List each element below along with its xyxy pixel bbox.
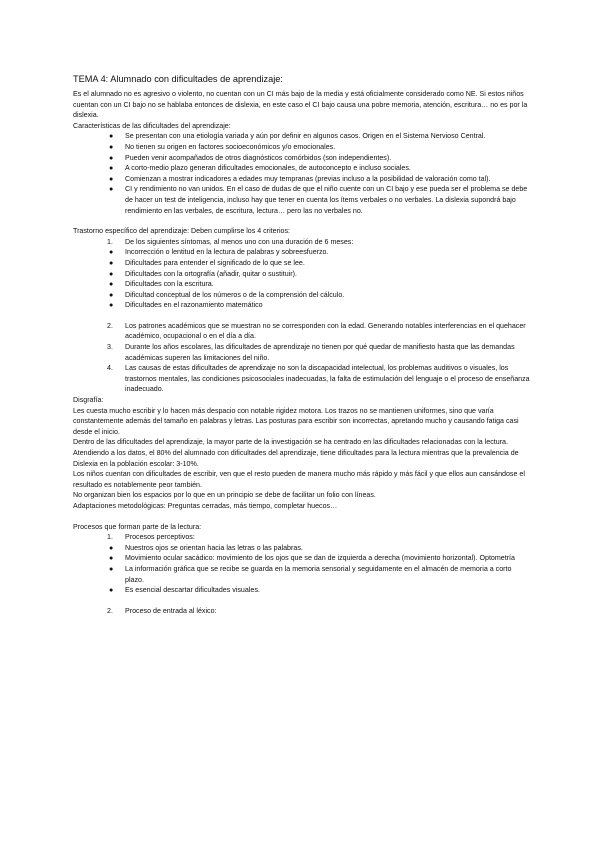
disgrafia-paragraph: Los niños cuentan con dificultades de escribir, ven que el resto pueden de manera mucho más rápido y más fácil y que ellos aun cansándose el resultado es notablemente peor también. xyxy=(73,470,525,489)
bullet-icon: ● xyxy=(109,164,114,173)
list-item: ● Movimiento ocular sacádico: movimiento de los ojos que se dan de izquierda a derecha (movimiento horizontal). Optometría xyxy=(109,554,515,563)
proceso-2: 2. Proceso de entrada al léxico: xyxy=(107,606,217,615)
list-item: ● A corto-medio plazo generan dificultades emocionales, de autoconcepto e incluso sociales. xyxy=(109,164,411,173)
list-item: ● Dificultades para entender el significado de lo que se lee. xyxy=(109,258,305,267)
list-item: ● Pueden venir acompañados de otros diagnósticos comórbidos (son independientes). xyxy=(109,153,392,162)
list-item: ● Dificultades con la ortografía (añadir, quitar o sustituir). xyxy=(109,269,297,278)
disgrafia-heading: Disgrafía: xyxy=(73,396,104,405)
procesos-perceptivos-list xyxy=(73,543,531,596)
list-number: 3. xyxy=(107,343,113,352)
bullet-icon: ● xyxy=(109,258,114,267)
list-item: ● Nuestros ojos se orientan hacia las letras o las palabras. xyxy=(109,543,303,552)
disgrafia-paragraph: Dentro de las dificultades del aprendizaje, la mayor parte de la investigación se ha centrado en las dificultades relacionadas con la lectura. Atendiendo a los datos, el 80% del alumnado con dificultades del aprendizaje, tiene dificultades para la lectura mientras que la prevalencia de Dislexia en la población escolar: 3-10%. xyxy=(73,438,519,468)
bullet-icon: ● xyxy=(109,132,114,141)
list-item: ● No tienen su origen en factores socioeconómicos y/o emocionales. xyxy=(109,142,336,151)
intro-paragraph: Es el alumnado no es agresivo o violento, no cuentan con un CI más bajo de la media y está oficialmente considerado como NE. Si estos niños cuentan con un CI bajo no se hablaba entonces de dislexia, en este caso el CI bajo causa una pobre memoria, atención, escritura… no es por la dislexia. xyxy=(73,90,528,120)
list-number: 4. xyxy=(107,364,113,373)
spacer xyxy=(73,512,531,522)
bullet-icon: ● xyxy=(109,290,114,299)
sintomas-list xyxy=(73,247,531,311)
bullet-icon: ● xyxy=(109,248,114,257)
list-item: ● Dificultades con la escritura. xyxy=(109,280,214,289)
list-item: ● Comienzan a mostrar indicadores a edades muy tempranas (previas incluso a la posibilidad de valoración como tal). xyxy=(109,174,491,183)
trastorno-heading: Trastorno específico del aprendizaje: Deben cumplirse los 4 criterios: xyxy=(73,227,290,236)
list-item: ● CI y rendimiento no van unidos. En el caso de dudas de que el niño cuente con un CI bajo y ese pueda ser el problema se debe de hacer un test de inteligencia, incluso hay que tener en cuenta los ítems verbales o no verbales. La dislexia supondrá bajo rendimiento en las verbales, de escritura, lectura… pero las no verbales no. xyxy=(109,185,528,215)
bullet-icon: ● xyxy=(109,586,114,595)
list-item: ● Incorrección o lentitud en la lectura de palabras y sobreesfuerzo. xyxy=(109,248,329,257)
list-number: 1. xyxy=(107,533,113,542)
bullet-icon: ● xyxy=(109,301,114,310)
list-item: ● La información gráfica que se recibe se guarda en la memoria sensorial y seguidamente en el almacén de memoria a corto plazo. xyxy=(109,564,512,584)
spacer xyxy=(73,216,531,226)
disgrafia-paragraph: Adaptaciones metodológicas: Preguntas cerradas, más tiempo, completar huecos… xyxy=(73,501,338,510)
caracteristicas-heading: Características de las dificultades del aprendizaje: xyxy=(73,121,231,130)
list-number: 2. xyxy=(107,606,113,615)
criterio-2: 2. Los patrones académicos que se muestran no se corresponden con la edad. Generando notables interferencias en el quehacer académico, ocupacional o en el día a día. xyxy=(107,321,526,341)
spacer xyxy=(73,311,531,321)
bullet-icon: ● xyxy=(109,153,114,162)
list-item: ● Es esencial descartar dificultades visuales. xyxy=(109,586,260,595)
spacer xyxy=(73,596,531,606)
disgrafia-paragraph: Les cuesta mucho escribir y lo hacen más despacio con notable rigidez motora. Los trazos no se mantienen uniformes, sino que varía constantemente además del tamaño en palabras y letras. Las posturas para escribir son incorrectas, apretando mucho y causando fatiga casi desde el inicio. xyxy=(73,406,519,436)
document-title: TEMA 4: Alumnado con dificultades de aprendizaje: xyxy=(73,74,283,84)
bullet-icon: ● xyxy=(109,280,114,289)
bullet-icon: ● xyxy=(109,543,114,552)
list-number: 2. xyxy=(107,321,113,330)
bullet-icon: ● xyxy=(109,185,114,194)
bullet-icon: ● xyxy=(109,564,114,573)
criterio-3: 3. Durante los años escolares, las dificultades de aprendizaje no tienen por qué quedar de manifiesto hasta que las demandas académicas superen las limitaciones del niño. xyxy=(107,343,515,362)
list-item: ● Dificultades en el razonamiento matemático xyxy=(109,301,263,310)
bullet-icon: ● xyxy=(109,142,114,151)
bullet-icon: ● xyxy=(109,174,114,183)
list-item: ● Se presentan con una etiología variada y aún por definir en algunos casos. Origen en el Sistema Nervioso Central. xyxy=(109,132,486,141)
list-number: 1. xyxy=(107,237,113,246)
bullet-icon: ● xyxy=(109,554,114,563)
criterio-4: 4. Las causas de estas dificultades de aprendizaje no son la discapacidad intelectual, los problemas auditivos o visuales, los trastornos mentales, las condiciones psicosociales inadecuadas, la falta de estimulación del lenguaje o el proceso de enseñanza inadecuado. xyxy=(107,364,530,394)
criterio-1: 1. De los siguientes síntomas, al menos uno con una duración de 6 meses: xyxy=(107,237,354,246)
bullet-icon: ● xyxy=(109,269,114,278)
procesos-heading: Procesos que forman parte de la lectura: xyxy=(73,522,202,531)
caracteristicas-list xyxy=(73,131,531,216)
list-item: ● Dificultad conceptual de los números o de la comprensión del cálculo. xyxy=(109,290,345,299)
disgrafia-paragraph: No organizan bien los espacios por lo que en un principio se debe de facilitar un folio con líneas. xyxy=(73,491,376,500)
document-page xyxy=(73,74,531,616)
proceso-1: 1. Procesos perceptivos: xyxy=(107,533,195,542)
